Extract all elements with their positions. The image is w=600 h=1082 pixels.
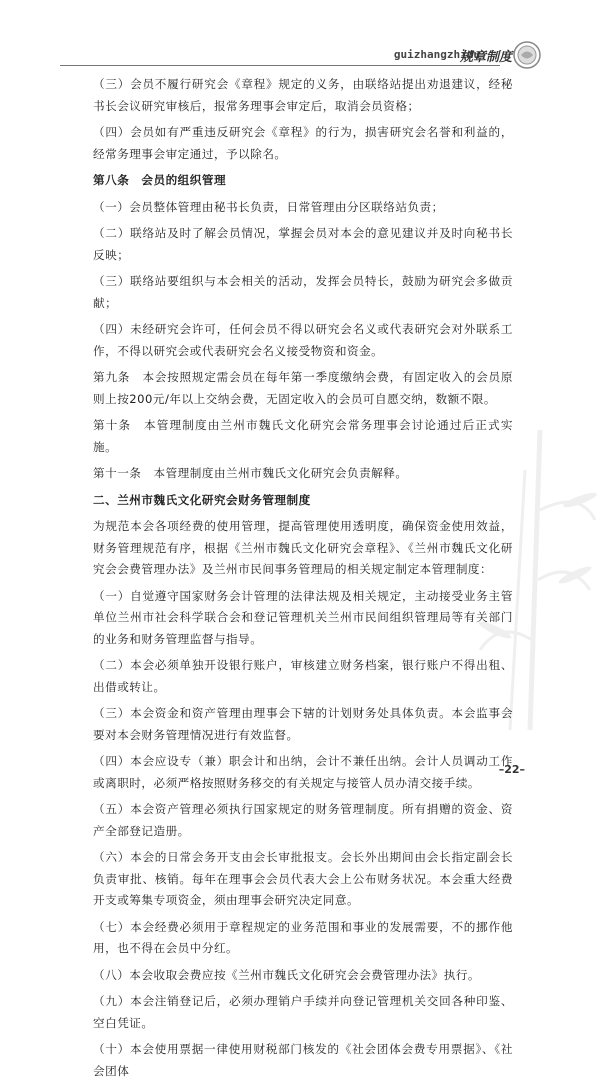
paragraph: （一）自觉遵守国家财务会计管理的法律法规及相关规定，主动接受业务主管单位兰州市社会科学联合会和登记管理机关兰州市民间组织管理局等有关部门的业务和财务管理监督与指导。 bbox=[93, 588, 513, 646]
paragraph: （三）本会资金和资产管理由理事会下辖的计划财务处具体负责。本会监事会要对本会财务管理情况进行有效监督。 bbox=[93, 706, 513, 742]
document-body bbox=[93, 74, 513, 1082]
paragraph: （九）本会注销登记后，必须办理销户手续并向登记管理机关交回各种印鉴、空白凭证。 bbox=[93, 994, 513, 1030]
section-heading: 二、兰州市魏氏文化研究会财务管理制度 bbox=[93, 492, 311, 507]
header-latin-title: guizhangzhidu bbox=[393, 48, 480, 61]
paragraph: （四）未经研究会许可，任何会员不得以研究会名义或代表研究会对外联系工作，不得以研究会或代表研究会名义接受物资和资金。 bbox=[93, 322, 513, 358]
paragraph: 第十条 本管理制度由兰州市魏氏文化研究会常务理事会讨论通过后正式实施。 bbox=[93, 418, 513, 454]
paragraph: （一）会员整体管理由秘书长负责，日常管理由分区联络站负责； bbox=[93, 199, 444, 214]
page-number: –22– bbox=[498, 763, 525, 776]
paragraph: （十）本会使用票据一律使用财税部门核发的《社会团体会费专用票据》、《社会团体 bbox=[93, 1042, 513, 1078]
paragraph: （二）本会必须单独开设银行账户，审核建立财务档案，银行账户不得出租、出借或转让。 bbox=[93, 658, 513, 694]
paragraph: 第十一条 本管理制度由兰州市魏氏文化研究会负责解释。 bbox=[93, 466, 408, 480]
paragraph: （二）联络站及时了解会员情况，掌握会员对本会的意见建议并及时向秘书长反映； bbox=[93, 226, 513, 262]
paragraph: （八）本会收取会费应按《兰州市魏氏文化研究会会费管理办法》执行。 bbox=[93, 967, 481, 982]
paragraph: （七）本会经费必须用于章程规定的业务范围和事业的发展需要，不的挪作他用，也不得在会员中分红。 bbox=[93, 919, 513, 955]
paragraph: （六）本会的日常会务开支由会长审批报支。会长外出期间由会长指定副会长负责审批、核销。每年在理事会会员代表大会上公布财务状况。本会重大经费开支或筹集专项资金，须由理事会研究决定同意。 bbox=[93, 850, 513, 907]
paragraph: （四）本会应设专（兼）职会计和出纳，会计不兼任出纳。会计人员调动工作或离职时，必须严格按照财务移交的有关规定与接管人员办清交接手续。 bbox=[93, 754, 513, 790]
paragraph: 第九条 本会按照规定需会员在每年第一季度缴纳会费，有固定收入的会员原则上按200元/年以上交纳会费，无固定收入的会员可自愿交纳，数额不限。 bbox=[93, 370, 513, 406]
paragraph: 为规范本会各项经费的使用管理，提高管理使用透明度，确保资金使用效益，财务管理规范有序，根据《兰州市魏氏文化研究会章程》、《兰州市魏氏文化研究会会费管理办法》及兰州市民间事务管理局的相关规定制定本管理制度： bbox=[93, 519, 513, 576]
paragraph: （五）本会资产管理必须执行国家规定的财务管理制度。所有捐赠的资金、资产全部登记造册。 bbox=[93, 802, 513, 838]
header-rule bbox=[60, 65, 500, 66]
seal-icon bbox=[512, 40, 542, 70]
article-heading: 第八条 会员的组织管理 bbox=[93, 173, 227, 187]
paragraph: （三）会员不履行研究会《章程》规定的义务，由联络站提出劝退建议，经秘书长会议研究审核后，报常务理事会审定后，取消会员资格； bbox=[93, 77, 513, 113]
paragraph: （四）会员如有严重违反研究会《章程》的行为，损害研究会名誉和利益的，经常务理事会审定通过，予以除名。 bbox=[93, 125, 513, 161]
paragraph: （三）联络站要组织与本会相关的活动，发挥会员特长，鼓励为研究会多做贡献； bbox=[93, 274, 513, 310]
header-chinese-title: 规章制度 bbox=[459, 50, 512, 65]
page-header bbox=[0, 36, 600, 68]
